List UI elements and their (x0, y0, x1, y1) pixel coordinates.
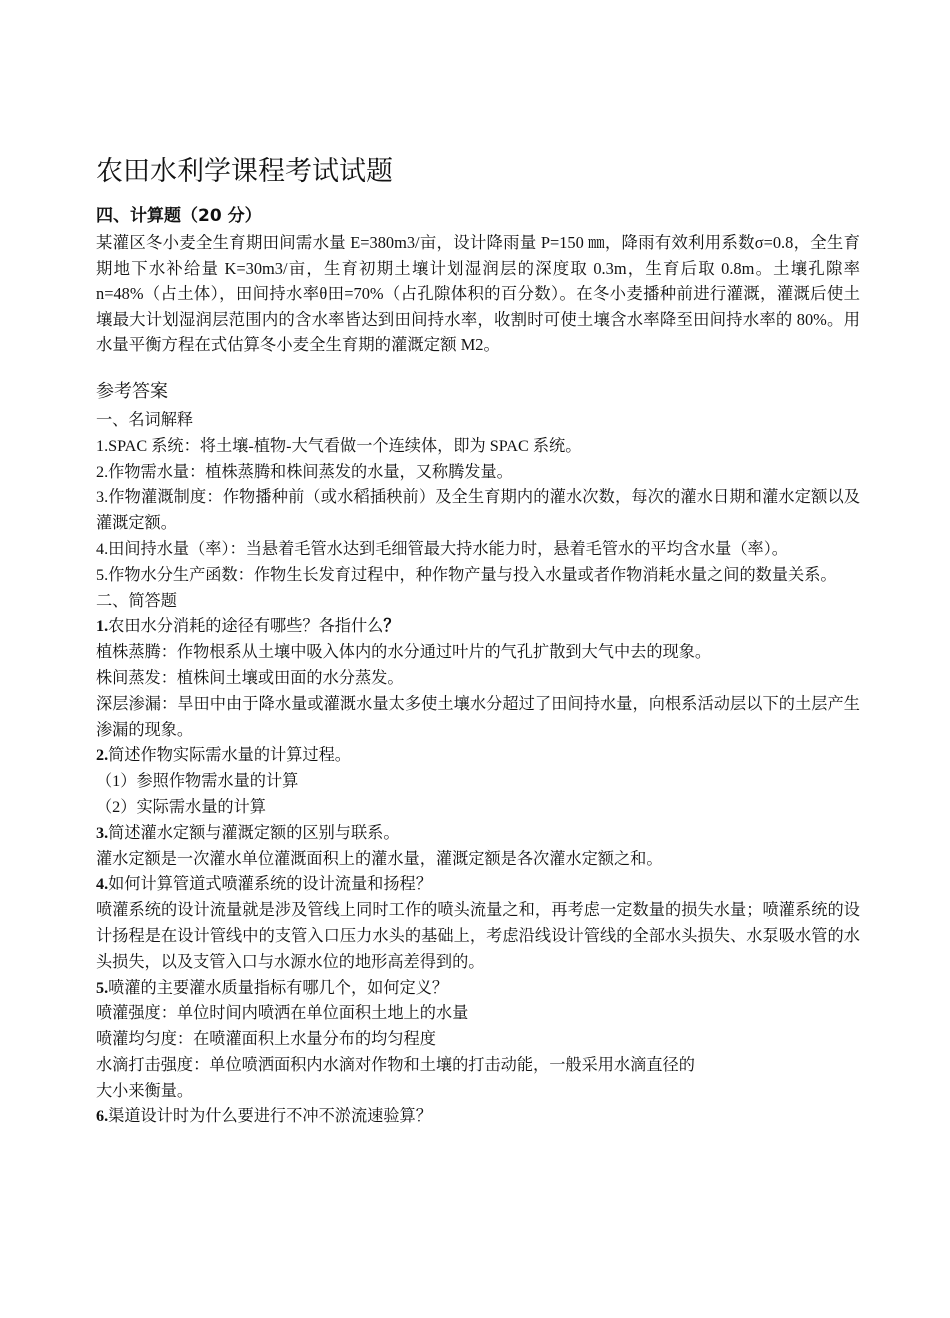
answers-heading: 参考答案 (96, 380, 168, 402)
question-number: 3. (96, 823, 109, 842)
question-2 (96, 743, 860, 769)
question-number: 5. (96, 978, 109, 997)
question-text: 渠道设计时为什么要进行不冲不淤流速验算？ (108, 1107, 432, 1126)
question-text: 如何计算管道式喷灌系统的设计流量和扬程？ (108, 875, 432, 894)
question-1 (96, 614, 860, 640)
definition-item: 5.作物水分生产函数：作物生长发育过程中，种作物产量与投入水量或者作物消耗水量之间的数量关系。 (96, 565, 837, 584)
question-text: 农田水分消耗的途径有哪些？各指什么 (108, 617, 384, 636)
answer-line: 大小来衡量。 (96, 1081, 194, 1100)
definition-item: 1.SPAC 系统：将土壤-植物-大气看做一个连续体，即为 SPAC 系统。 (96, 436, 582, 455)
answer-line: 水滴打击强度：单位喷洒面积内水滴对作物和土壤的打击动能，一般采用水滴直径的 (96, 1055, 695, 1074)
answer-line: 灌水定额是一次灌水单位灌溉面积上的灌水量，灌溉定额是各次灌水定额之和。 (96, 849, 663, 868)
definition-item: 2.作物需水量：植株蒸腾和株间蒸发的水量，又称腾发量。 (96, 462, 513, 481)
answer-line: 株间蒸发：植株间土壤或田面的水分蒸发。 (96, 668, 404, 687)
document-title: 农田水利学课程考试试题 (96, 156, 393, 187)
question-3 (96, 821, 860, 847)
calculation-problem: 某灌区冬小麦全生育期田间需水量 E=380m3/亩，设计降雨量 P=150 ㎜，降雨有效利用系数σ=0.8，全生育期地下水补给量 K=30m3/亩，生育初期土壤计划湿润层的深度取 0.3m，生育后取 0.8m。土壤孔隙率 n=48%（占土体），田间持水率θ田=70%（占孔隙体积的百分数）。在冬小麦播种前进行灌溉，灌溉后使土壤最大计划湿润层范围内的含水率皆达到田间持水率，收割时可使土壤含水率降至田间持水率的 80%。用水量平衡方程在式估算冬小麦全生育期的灌溉定额 M2。 (96, 233, 860, 355)
answer-line: 喷灌均匀度：在喷灌面积上水量分布的均匀程度 (96, 1030, 436, 1049)
answer-line: （1）参照作物需水量的计算 (96, 772, 299, 791)
question-text: 简述作物实际需水量的计算过程。 (108, 746, 351, 765)
question-5 (96, 976, 860, 1002)
question-number: 4. (96, 875, 109, 894)
question-number: 6. (96, 1107, 109, 1126)
answer-line: 喷灌强度：单位时间内喷洒在单位面积土地上的水量 (96, 1004, 469, 1023)
document-page (96, 150, 860, 1130)
question-6 (96, 1104, 860, 1130)
question-mark: ？ (383, 617, 400, 636)
section-four-heading: 四、计算题（20 分） (96, 206, 262, 226)
question-number: 2. (96, 746, 109, 765)
question-4 (96, 872, 860, 898)
part1-heading: 一、名词解释 (96, 410, 194, 429)
answer-line: （2）实际需水量的计算 (96, 797, 266, 816)
answer-line: 喷灌系统的设计流量就是涉及管线上同时工作的喷头流量之和，再考虑一定数量的损失水量；喷灌系统的设计扬程是在设计管线中的支管入口压力水头的基础上，考虑沿线设计管线的全部水头损失、水泵吸水管的水头损失，以及支管入口与水源水位的地形高差得到的。 (96, 901, 860, 971)
answer-line: 深层渗漏：旱田中由于降水量或灌溉水量太多使土壤水分超过了田间持水量，向根系活动层以下的土层产生渗漏的现象。 (96, 694, 860, 739)
question-number: 1. (96, 617, 109, 636)
definition-item: 4.田间持水量（率）：当悬着毛管水达到毛细管最大持水能力时，悬着毛管水的平均含水量（率）。 (96, 539, 788, 558)
question-text: 简述灌水定额与灌溉定额的区别与联系。 (108, 823, 400, 842)
definition-item: 3.作物灌溉制度：作物播种前（或水稻插秧前）及全生育期内的灌水次数，每次的灌水日期和灌水定额以及灌溉定额。 (96, 488, 860, 533)
answer-line: 植株蒸腾：作物根系从土壤中吸入体内的水分通过叶片的气孔扩散到大气中去的现象。 (96, 643, 712, 662)
question-text: 喷灌的主要灌水质量指标有哪几个，如何定义？ (108, 978, 449, 997)
part2-heading: 二、简答题 (96, 591, 177, 610)
